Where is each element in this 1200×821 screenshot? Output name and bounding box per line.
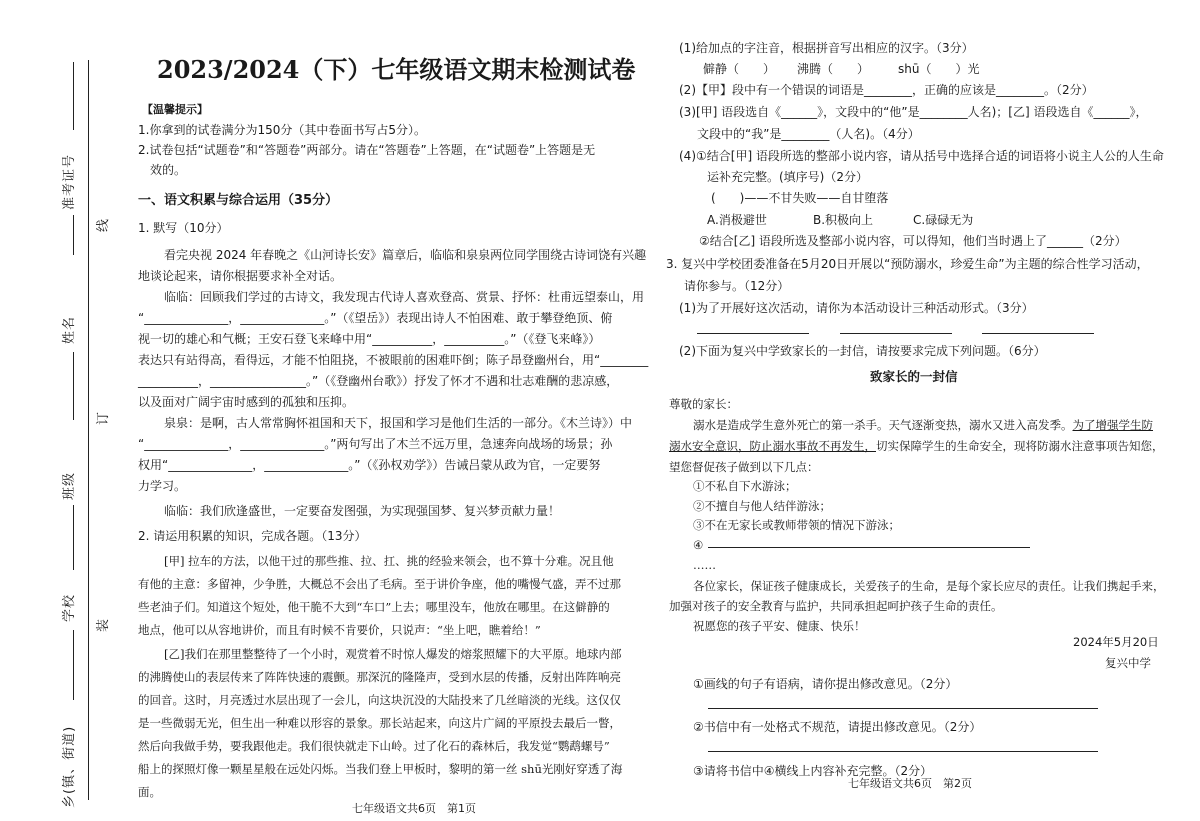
school-label: 学校	[62, 593, 77, 622]
letter-title: 致家长的一封信	[870, 369, 958, 384]
letter-body-line-2-text: 切实保障学生的生命安全，现将防溺水注意事项告知您，	[876, 439, 1164, 453]
underlined-sentence-part-2: 溺水安全意识，防止溺水事故不再发生，	[669, 439, 876, 453]
dialog-linlin-6: 以及面对广阔宇宙时感到的孤独和压抑。	[138, 395, 355, 409]
margin-rule-name	[73, 352, 74, 420]
q3-1-answer-line-1[interactable]	[697, 333, 809, 334]
q3-1-answer-line-3[interactable]	[982, 333, 1094, 334]
q1-intro-line-2: 地谈论起来，请你根据要求补全对话。	[138, 269, 343, 283]
page-2-footer: 七年级语文共6页 第2页	[848, 777, 972, 790]
q2-3-line-2: 文段中的“我”是________（人名)。（4分）	[697, 127, 920, 141]
tip-2b: 效的。	[150, 163, 187, 177]
letter-body-line-4: 各位家长，保证孩子健康成长，关爱孩子的生命，是每个家长应尽的责任。让我们携起手来，	[693, 579, 1165, 593]
sub-q-1: ①画线的句子有语病，请你提出修改意见。（2分）	[693, 677, 958, 691]
q2-2-prompt: (2)【甲】段中有一个错误的词语是________，正确的应该是________。（2分）	[679, 83, 1094, 97]
q2-1-item-3: shū（ ）光	[898, 62, 980, 76]
zhuang-label: 装	[96, 617, 111, 632]
margin-rule-exam	[73, 62, 74, 130]
letter-salutation: 尊敬的家长：	[669, 397, 738, 411]
dialog-linlin-5: __________，________________。”（《登幽州台歌》）抒发了怀才不遇和壮志难酬的悲凉感，	[138, 374, 619, 388]
passage-yi-5: 然后向我做手势，要我跟他走。我们很快就走下山岭。过了化石的森林后，我发觉“鹦鹉螺号”	[138, 739, 610, 753]
letter-item-4: ④	[693, 538, 704, 552]
q2-1-item-2: 沸腾（ ）	[797, 62, 870, 76]
dialog-linlin-closing: 临临：我们欣逢盛世，一定要奋发图强，为实现强国梦、复兴梦贡献力量！	[164, 504, 561, 518]
passage-jia-3: 些老油子们。知道这个短处，他干脆不大到“车口”上去；哪里没车，他放在哪里。在这僻静的	[138, 600, 610, 614]
q2-4-option-a: A.消极避世	[707, 213, 767, 227]
q2-1-item-1: 僻静（ ）	[703, 62, 776, 76]
passage-yi-2: 的沸腾使山的表层传来了阵阵快速的震颤。那深沉的隆隆声，受到水层的传播，反射出阵阵响亮	[138, 670, 621, 684]
class-label: 班级	[62, 471, 77, 500]
sub-q-3: ③请将书信中④横线上内容补充完整。（2分）	[693, 764, 933, 778]
dialog-quanquan-2: “______________，______________。”两句写出了木兰不远万里，急速奔向战场的场景；孙	[138, 437, 613, 451]
section-1-heading: 一、语文积累与综合运用（35分）	[138, 193, 339, 208]
letter-item-2: ②不擅自与他人结伴游泳；	[693, 499, 831, 513]
q2-3-line-1: (3)[甲] 语段选自《______》，文段中的“他”是________人名)；[乙] 语段选自《______》，	[679, 105, 1148, 119]
underlined-sentence-part-1: 为了增强学生防	[1072, 418, 1153, 432]
letter-body-line-3: 望您督促孩子做到以下几点：	[669, 460, 819, 474]
passage-jia-1: [甲] 拉车的方法，以他干过的那些推、拉、扛、挑的经验来领会，也不算十分难。况且他	[164, 554, 614, 568]
dialog-quanquan-4: 力学习。	[138, 479, 187, 493]
passage-yi-4: 是一些微弱无光，但生出一种难以形容的景象。那长站起来，向这片广阔的平原投去最后一瞥，	[138, 716, 621, 730]
passage-yi-6: 船上的探照灯像一颗星星般在远处闪烁。当我们登上甲板时，黎明的第一丝 shū光刚好穿透了海	[138, 762, 623, 776]
sub-q-2: ②书信中有一处格式不规范，请提出修改意见。（2分）	[693, 720, 982, 734]
q2-4-line-1: (4)①结合[甲] 语段所选的整部小说内容，请从括号中选择合适的词语将小说主人公的人生命	[679, 149, 1164, 163]
dialog-linlin-3: 视一切的雄心和气概；王安石登飞来峰中用“__________，__________。”（《登飞来峰》）	[138, 332, 601, 346]
sub-q-2-answer-line[interactable]	[708, 751, 1098, 752]
passage-yi-3: 的回音。这时，月亮透过水层出现了一会儿，向这块沉没的大陆投来了几丝暗淡的光线。这仅仅	[138, 693, 621, 707]
q3-1-answer-line-2[interactable]	[840, 333, 952, 334]
dialog-linlin-4: 表达只有站得高，看得远，才能不怕阻挠，不被眼前的困难吓倒；陈子昂登幽州台，用“________	[138, 353, 649, 367]
tip-2a: 2.试卷包括“试题卷”和“答题卷”两部分。请在“答题卷”上答题，在“试题卷”上答题是无	[138, 143, 596, 157]
margin-rule-exam2	[73, 215, 74, 255]
q3-1-prompt: (1)为了开展好这次活动，请你为本活动设计三种活动形式。（3分）	[679, 301, 1034, 315]
binding-line	[88, 60, 89, 800]
q3-line-1: 3. 复兴中学校团委准备在5月20日开展以“预防溺水，珍爱生命”为主题的综合性学习活动，	[666, 257, 1149, 271]
letter-item-4-blank[interactable]	[708, 547, 1030, 548]
letter-body-line-2	[669, 438, 1164, 454]
q2-4-line-2: 运补充完整。(填序号)（2分）	[707, 170, 868, 184]
passage-jia-2: 有他的主意：多留神，少争胜，大概总不会出了毛病。至于讲价争座，他的嘴慢气盛，弄不过那	[138, 577, 621, 591]
letter-wish: 祝愿您的孩子平安、健康、快乐！	[693, 619, 866, 633]
exam-no-label: 准考证号	[62, 153, 77, 210]
q3-2-prompt: (2)下面为复兴中学致家长的一封信，请按要求完成下列问题。（6分）	[679, 344, 1046, 358]
dialog-linlin-2: “______________，______________。”（《望岳》）表现出诗人不怕困难、敢于攀登绝顶、俯	[138, 311, 613, 325]
page-1-footer: 七年级语文共6页 第1页	[352, 802, 476, 815]
letter-ellipsis: ……	[693, 558, 716, 572]
page-title: 2023/2024（下）七年级语文期末检测试卷	[157, 55, 636, 84]
margin-rule-school	[73, 630, 74, 700]
letter-item-3: ③不在无家长或教师带领的情况下游泳；	[693, 518, 900, 532]
letter-body-line-1-text: 溺水是造成学生意外死亡的第一杀手。天气逐渐变热，溺水又进入高发季。	[693, 418, 1073, 432]
q2-4-option-b: B.积极向上	[813, 213, 874, 227]
dialog-quanquan-3: 权用“______________，______________。”（《孙权劝学》）告诫吕蒙从政为官，一定要努	[138, 458, 601, 472]
passage-jia-4: 地点，他可以从容地讲价，而且有时候不肯要价，只说声：“坐上吧，瞧着给！”	[138, 623, 541, 637]
letter-body-line-1	[693, 417, 1153, 433]
ding-label: 订	[96, 410, 111, 425]
q2-4-chain: ( )——不甘失败——自甘堕落	[711, 191, 889, 205]
sub-q-1-answer-line[interactable]	[708, 708, 1098, 709]
tip-1: 1.你拿到的试卷满分为150分（其中卷面书写占5分）。	[138, 123, 426, 137]
q2-heading: 2. 请运用积累的知识，完成各题。（13分）	[138, 529, 367, 543]
tips-heading: 【温馨提示】	[142, 103, 208, 116]
q1-heading: 1. 默写（10分）	[138, 221, 229, 235]
town-label: 乡(镇、街道)	[62, 725, 77, 808]
q3-line-2: 请你参与。（12分）	[684, 279, 790, 293]
passage-yi-1: [乙]我们在那里整整待了一个小时，观赏着不时惊人爆发的熔浆照耀下的大平原。地球内部	[164, 647, 622, 661]
dialog-linlin-1: 临临：回顾我们学过的古诗文，我发现古代诗人喜欢登高、赏景、抒怀：杜甫远望泰山，用	[164, 290, 645, 304]
q2-4-option-c: C.碌碌无为	[913, 213, 974, 227]
name-label: 姓名	[62, 315, 77, 344]
letter-item-1: ①不私自下水游泳；	[693, 479, 797, 493]
letter-date: 2024年5月20日	[1073, 635, 1159, 649]
passage-yi-7: 面。	[138, 785, 161, 799]
letter-signer: 复兴中学	[1105, 656, 1151, 670]
q2-1-prompt: (1)给加点的字注音，根据拼音写出相应的汉字。（3分）	[679, 41, 974, 55]
q1-intro-line-1: 看完央视 2024 年春晚之《山河诗长安》篇章后，临临和泉泉两位同学围绕古诗词饶有兴趣	[164, 248, 647, 262]
q2-4-part-2: ②结合[乙] 语段所选及整部小说内容，可以得知，他们当时遇上了______（2分）	[699, 234, 1127, 248]
margin-rule-class	[73, 505, 74, 570]
line-label: 线	[96, 217, 111, 232]
dialog-quanquan-1: 泉泉：是啊，古人常常胸怀祖国和天下，报国和学习是他们生活的一部分。《木兰诗》）中	[164, 416, 633, 430]
letter-body-line-5: 加强对孩子的安全教育与监护，共同承担起呵护孩子生命的责任。	[669, 599, 1003, 613]
